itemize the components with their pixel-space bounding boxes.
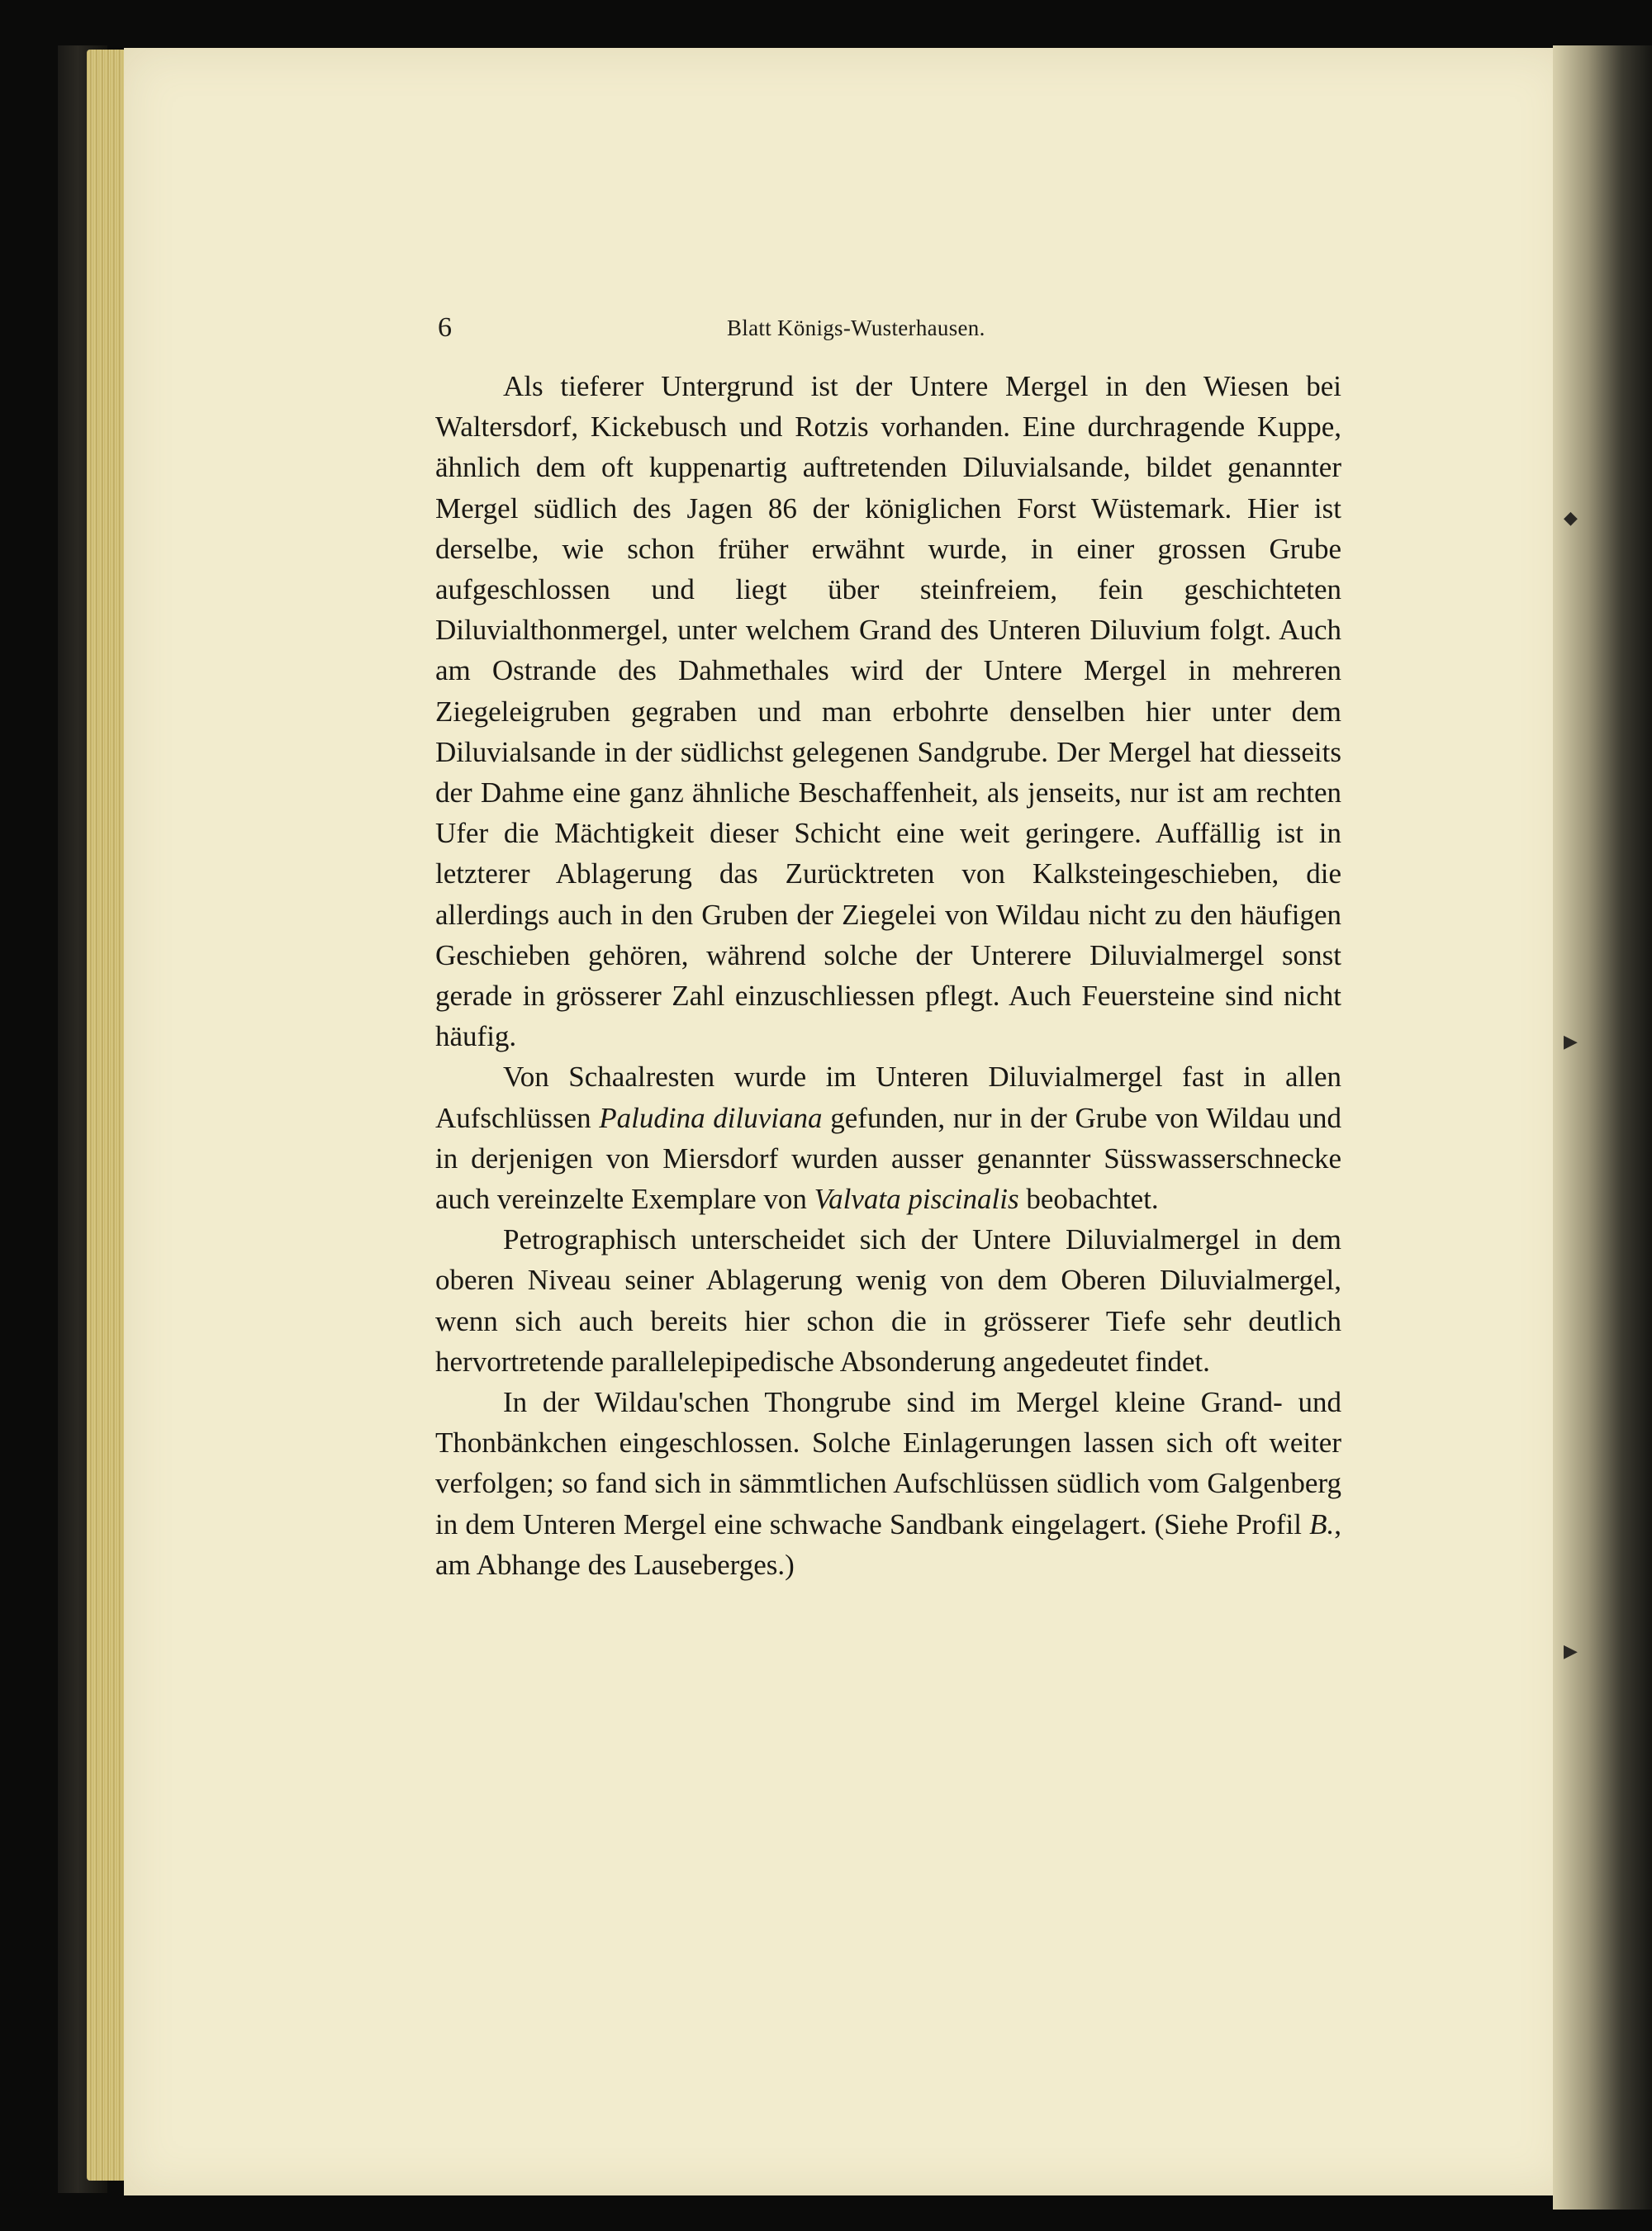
running-head: Blatt Königs-Wusterhausen. xyxy=(727,316,985,340)
margin-mark-icon: ▶ xyxy=(1564,1032,1578,1052)
paragraph xyxy=(435,1382,1341,1585)
text-run: Als tieferer Untergrund ist der Untere Mergel in den Wiesen bei Waltersdorf, Kickebusch und Rotzis vorhanden. Eine durchragende Kuppe, ähnlich dem oft kuppenartig auftretenden Diluvialsande, bildet genannter Mergel südlich des Jagen 86 der königlichen Forst Wüstemark. Hier ist derselbe, wie schon früher erwähnt wurde, in einer grossen Grube aufgeschlossen und liegt über steinfreiem, fein geschichteten Diluvialthonmergel, unter welchem Grand des Unteren Diluvium folgt. Auch am Ostrande des Dahmethales wird der Untere Mergel in mehreren Ziegeleigruben gegraben und man erbohrte denselben hier unter dem Diluvialsande in der südlichst gelegenen Sandgrube. Der Mergel hat diesseits der Dahme eine ganz ähnliche Beschaffenheit, als jenseits, nur ist am rechten Ufer die Mächtigkeit dieser Schicht eine weit geringere. Auffällig ist in letzterer Ablagerung das Zurücktreten von Kalksteingeschieben, die allerdings auch in den Gruben der Ziegelei von Wildau nicht zu den häufigen Geschieben gehören, während solche der Unterere Diluvialmergel sonst gerade in grösserer Zahl einzuschliessen pflegt. Auch Feuersteine sind nicht häufig. xyxy=(435,370,1341,1053)
page-gutter xyxy=(1553,45,1652,2210)
paragraph xyxy=(435,1219,1341,1382)
page-number: 6 xyxy=(438,312,452,343)
paragraph xyxy=(435,366,1341,1056)
text-run: gefunden, nur in der Grube von Wildau und in derjenigen von Miersdorf wurden ausser genannter Süsswasserschnecke auch vereinzelte Exemplare von xyxy=(435,1101,1341,1216)
paragraph xyxy=(435,1056,1341,1219)
italic-term: Paludina diluviana xyxy=(599,1101,823,1134)
text-run: Von Schaalresten wurde im Unteren Diluvialmergel fast in allen Aufschlüssen xyxy=(435,1061,1341,1134)
text-run: In der Wildau'schen Thongrube sind im Mergel kleine Grand- und Thonbänkchen eingeschlossen. Solche Einlagerungen lassen sich oft weiter verfolgen; so fand sich in sämmtlichen Aufschlüssen südlich vom Galgenberg in dem Unteren Mergel eine schwache Sandbank eingelagert. (Siehe Profil xyxy=(435,1386,1341,1540)
page-edges xyxy=(87,50,126,2181)
italic-term: Valvata piscinalis xyxy=(814,1183,1019,1216)
body-text xyxy=(435,366,1341,1585)
text-run: Petrographisch unterscheidet sich der Untere Diluvialmergel in dem oberen Niveau seiner Ablagerung wenig von dem Oberen Diluvialmergel, wenn sich auch bereits hier schon die in grösserer Tiefe sehr deutlich hervortretende parallelepipedische Absonderung angedeutet findet. xyxy=(435,1223,1341,1378)
text-run: beobachtet. xyxy=(1018,1183,1159,1216)
text-run: , am Abhange des Lauseberges.) xyxy=(435,1507,1341,1581)
margin-mark-icon: ◆ xyxy=(1564,508,1578,529)
page-header xyxy=(438,312,1338,349)
italic-term: B. xyxy=(1309,1507,1335,1540)
margin-mark-icon: ▶ xyxy=(1564,1641,1578,1662)
